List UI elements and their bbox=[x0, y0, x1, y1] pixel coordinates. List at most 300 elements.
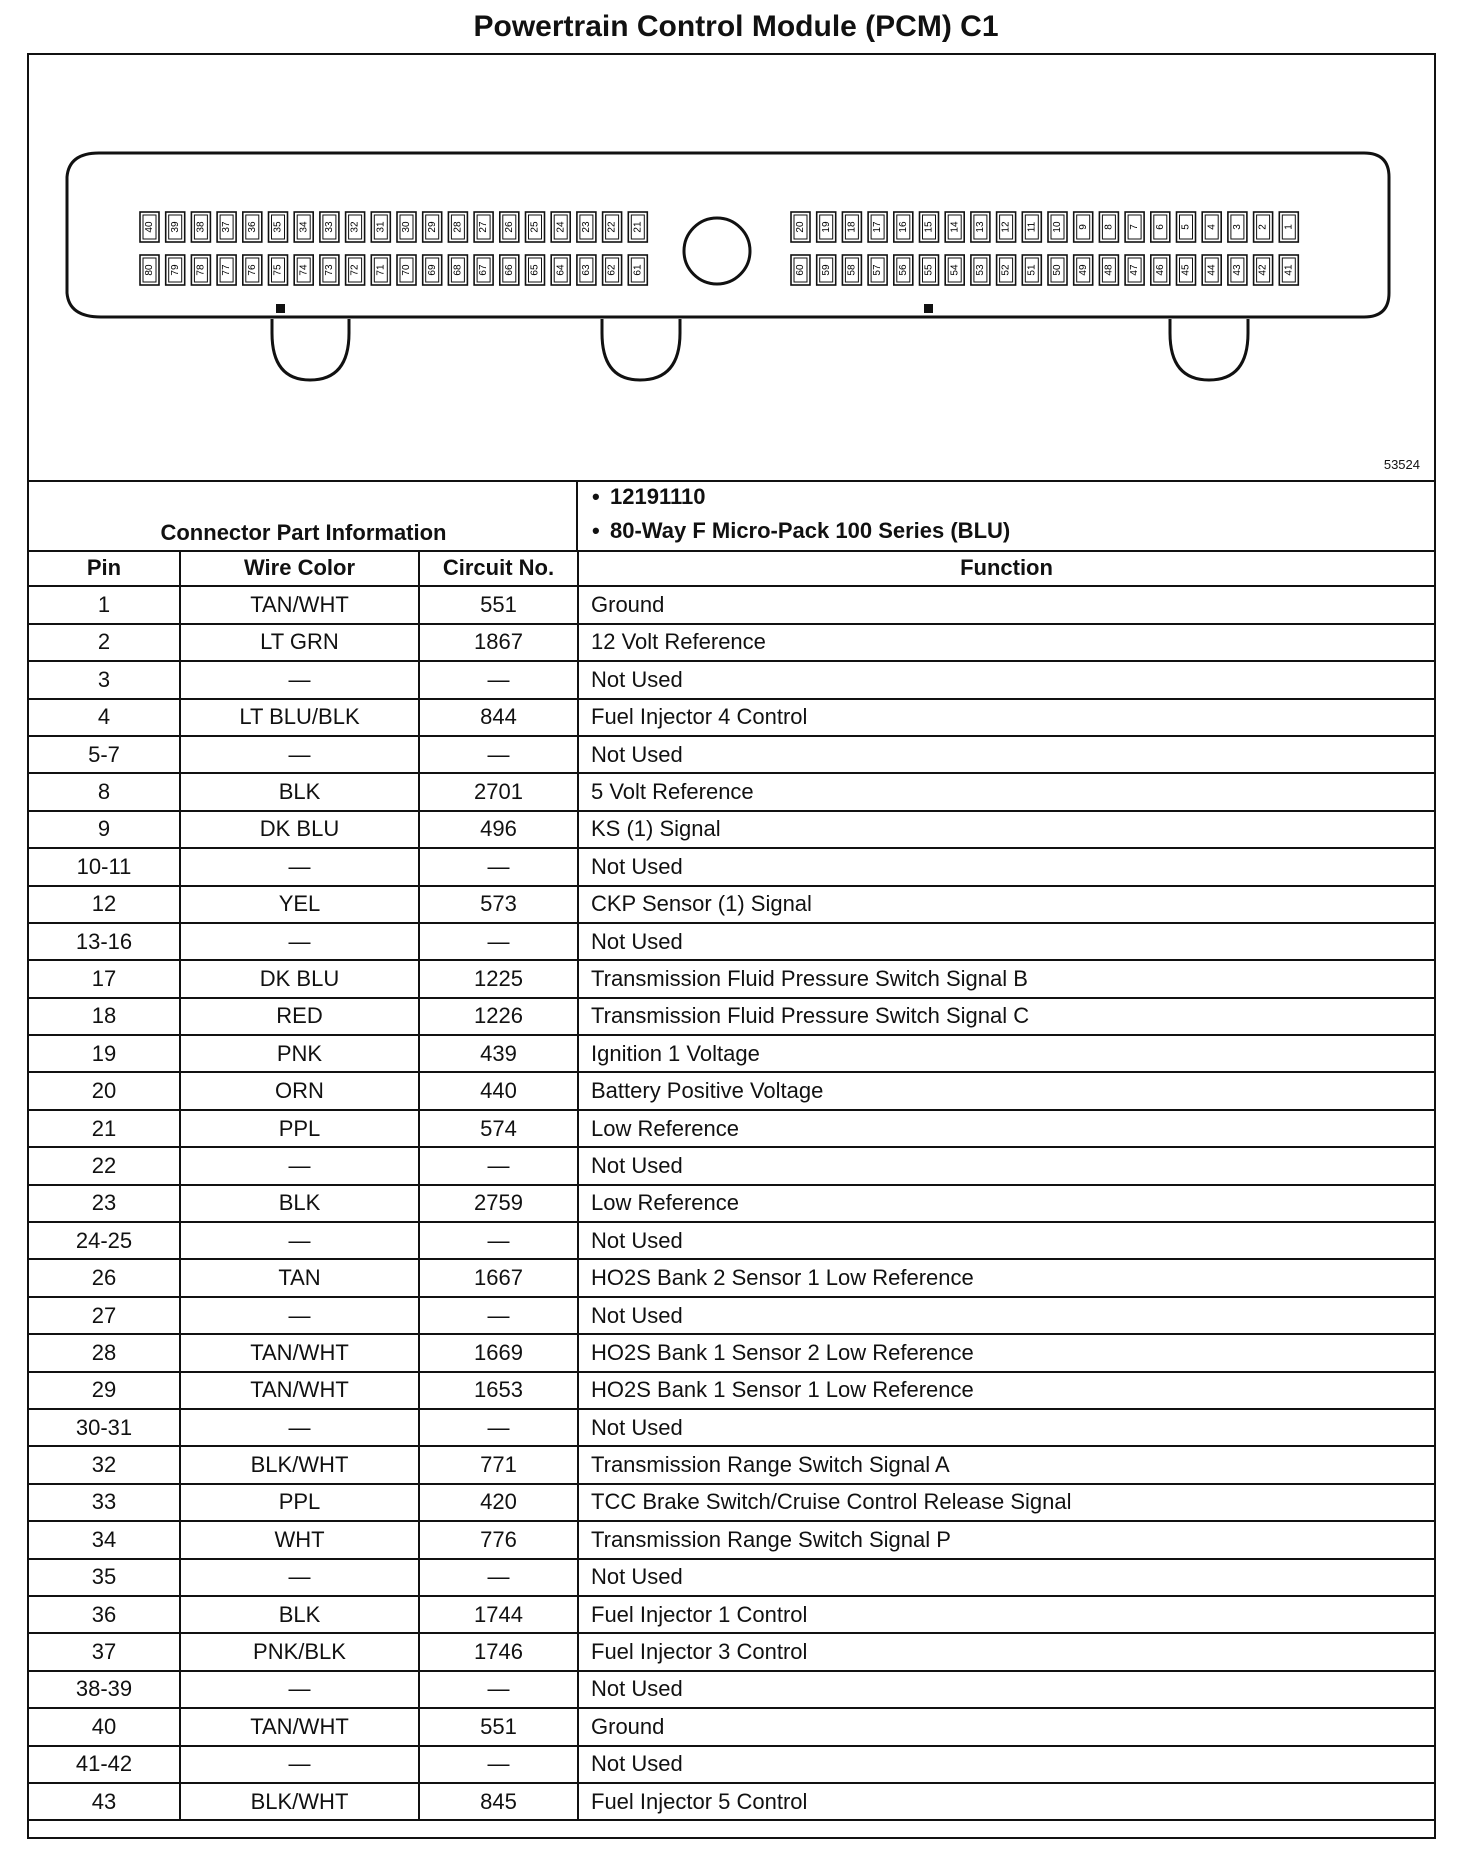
table-row bbox=[29, 586, 1434, 623]
pin-cell: 26 bbox=[29, 1259, 180, 1296]
table-row bbox=[29, 811, 1434, 848]
pin-number-label: 12 bbox=[1000, 221, 1012, 233]
pin-number-label: 56 bbox=[897, 264, 909, 276]
pin-number-label: 60 bbox=[795, 264, 807, 276]
wire-color-cell: ORN bbox=[180, 1072, 419, 1109]
pin-cell: 36 bbox=[29, 1596, 180, 1633]
wire-color-cell: — bbox=[180, 1297, 419, 1334]
wire-color-cell: BLK bbox=[180, 1185, 419, 1222]
function-cell: Not Used bbox=[578, 923, 1434, 960]
circuit-no-cell: 2759 bbox=[419, 1185, 578, 1222]
function-cell: TCC Brake Switch/Cruise Control Release Signal bbox=[578, 1484, 1434, 1521]
pin-cell: 23 bbox=[29, 1185, 180, 1222]
pin-number-label: 74 bbox=[298, 264, 310, 276]
pin-cell: 8 bbox=[29, 773, 180, 810]
connector-drawing bbox=[29, 55, 1434, 480]
pin-cavity bbox=[1254, 255, 1273, 285]
table-row bbox=[29, 886, 1434, 923]
wire-color-cell: — bbox=[180, 848, 419, 885]
pin-cell: 17 bbox=[29, 960, 180, 997]
table-row bbox=[29, 624, 1434, 661]
pin-cavity bbox=[320, 212, 339, 242]
pin-cavity bbox=[448, 255, 467, 285]
table-row bbox=[29, 1222, 1434, 1259]
pin-cavity bbox=[448, 212, 467, 242]
pin-number-label: 42 bbox=[1257, 264, 1269, 276]
pin-number-label: 21 bbox=[632, 221, 644, 233]
pin-number-label: 67 bbox=[478, 264, 490, 276]
pin-cell: 9 bbox=[29, 811, 180, 848]
pinout-table bbox=[29, 550, 1434, 1821]
pin-cavity bbox=[500, 255, 519, 285]
wire-color-cell: — bbox=[180, 1559, 419, 1596]
pin-cavity bbox=[1177, 212, 1196, 242]
pin-number-label: 71 bbox=[375, 264, 387, 276]
pin-cell: 27 bbox=[29, 1297, 180, 1334]
circuit-no-cell: 573 bbox=[419, 886, 578, 923]
header-wire-color: Wire Color bbox=[180, 550, 419, 586]
function-cell: Low Reference bbox=[578, 1110, 1434, 1147]
circuit-no-cell: 496 bbox=[419, 811, 578, 848]
pin-cavity bbox=[397, 255, 416, 285]
pin-cell: 20 bbox=[29, 1072, 180, 1109]
function-cell: Ground bbox=[578, 1708, 1434, 1745]
wire-color-cell: — bbox=[180, 736, 419, 773]
pin-cavity bbox=[791, 255, 810, 285]
wire-color-cell: WHT bbox=[180, 1521, 419, 1558]
pin-cavity bbox=[474, 255, 493, 285]
pin-row-bottom-left bbox=[140, 255, 647, 285]
function-cell: HO2S Bank 2 Sensor 1 Low Reference bbox=[578, 1259, 1434, 1296]
pin-cell: 4 bbox=[29, 699, 180, 736]
pin-number-label: 66 bbox=[503, 264, 515, 276]
function-cell: Not Used bbox=[578, 1409, 1434, 1446]
function-cell: 12 Volt Reference bbox=[578, 624, 1434, 661]
circuit-no-cell: 574 bbox=[419, 1110, 578, 1147]
pin-number-label: 51 bbox=[1026, 264, 1038, 276]
function-cell: Fuel Injector 5 Control bbox=[578, 1783, 1434, 1820]
pin-cavity bbox=[817, 212, 836, 242]
function-cell: Transmission Range Switch Signal P bbox=[578, 1521, 1434, 1558]
pin-number-label: 6 bbox=[1154, 224, 1166, 230]
pin-cell: 22 bbox=[29, 1147, 180, 1184]
table-row bbox=[29, 1259, 1434, 1296]
pin-number-label: 27 bbox=[478, 221, 490, 233]
function-cell: Not Used bbox=[578, 1147, 1434, 1184]
table-row bbox=[29, 923, 1434, 960]
table-row bbox=[29, 1035, 1434, 1072]
wire-color-cell: PNK/BLK bbox=[180, 1633, 419, 1670]
wire-color-cell: PPL bbox=[180, 1484, 419, 1521]
pin-cavity bbox=[140, 212, 159, 242]
wire-color-cell: TAN bbox=[180, 1259, 419, 1296]
function-cell: Not Used bbox=[578, 1559, 1434, 1596]
pin-cell: 1 bbox=[29, 586, 180, 623]
pin-cell: 21 bbox=[29, 1110, 180, 1147]
table-row bbox=[29, 998, 1434, 1035]
circuit-no-cell: 440 bbox=[419, 1072, 578, 1109]
pin-number-label: 33 bbox=[324, 221, 336, 233]
pin-cavity bbox=[1228, 255, 1247, 285]
pin-cell: 18 bbox=[29, 998, 180, 1035]
pin-number-label: 28 bbox=[452, 221, 464, 233]
pin-cavity bbox=[243, 212, 262, 242]
pin-cell: 24-25 bbox=[29, 1222, 180, 1259]
header-function: Function bbox=[578, 550, 1434, 586]
pin-cavity bbox=[294, 255, 313, 285]
wire-color-cell: RED bbox=[180, 998, 419, 1035]
table-row bbox=[29, 1708, 1434, 1745]
pin-cavity bbox=[269, 212, 288, 242]
pin-cavity bbox=[474, 212, 493, 242]
alignment-hole bbox=[684, 218, 750, 284]
wire-color-cell: — bbox=[180, 1147, 419, 1184]
pin-number-label: 54 bbox=[949, 264, 961, 276]
function-cell: 5 Volt Reference bbox=[578, 773, 1434, 810]
pin-number-label: 13 bbox=[975, 221, 987, 233]
table-row bbox=[29, 1783, 1434, 1820]
function-cell: Not Used bbox=[578, 848, 1434, 885]
pin-cell: 2 bbox=[29, 624, 180, 661]
pin-cell: 29 bbox=[29, 1372, 180, 1409]
pin-number-label: 1 bbox=[1283, 224, 1295, 230]
pin-number-label: 58 bbox=[846, 264, 858, 276]
wire-color-cell: — bbox=[180, 1671, 419, 1708]
circuit-no-cell: — bbox=[419, 848, 578, 885]
pin-number-label: 49 bbox=[1077, 264, 1089, 276]
circuit-no-cell: — bbox=[419, 923, 578, 960]
pin-number-label: 75 bbox=[272, 264, 284, 276]
pin-number-label: 46 bbox=[1154, 264, 1166, 276]
circuit-no-cell: 844 bbox=[419, 699, 578, 736]
pin-cavity bbox=[1202, 212, 1221, 242]
pin-cell: 32 bbox=[29, 1446, 180, 1483]
function-cell: Not Used bbox=[578, 1222, 1434, 1259]
pin-cavity bbox=[526, 212, 545, 242]
circuit-no-cell: 1867 bbox=[419, 624, 578, 661]
table-row bbox=[29, 1484, 1434, 1521]
circuit-no-cell: 1225 bbox=[419, 960, 578, 997]
pin-number-label: 24 bbox=[555, 221, 567, 233]
connector-part-information bbox=[29, 480, 1434, 552]
pin-cavity bbox=[577, 255, 596, 285]
circuit-no-cell: — bbox=[419, 1559, 578, 1596]
pin-cavity bbox=[397, 212, 416, 242]
pin-number-label: 50 bbox=[1052, 264, 1064, 276]
table-row bbox=[29, 736, 1434, 773]
pin-cavity bbox=[842, 212, 861, 242]
pin-number-label: 19 bbox=[820, 221, 832, 233]
pin-cell: 3 bbox=[29, 661, 180, 698]
connector-part-number: • 12191110 bbox=[610, 484, 705, 510]
pin-cavity bbox=[423, 255, 442, 285]
wire-color-cell: LT GRN bbox=[180, 624, 419, 661]
function-cell: Not Used bbox=[578, 736, 1434, 773]
pin-number-label: 47 bbox=[1129, 264, 1141, 276]
connector-info-label-cell bbox=[29, 480, 578, 550]
pin-cavity bbox=[791, 212, 810, 242]
pin-cavity bbox=[603, 255, 622, 285]
pin-cavity bbox=[920, 255, 939, 285]
pin-marker-right bbox=[924, 304, 933, 313]
pin-number-label: 57 bbox=[872, 264, 884, 276]
pin-number-label: 29 bbox=[426, 221, 438, 233]
function-cell: Low Reference bbox=[578, 1185, 1434, 1222]
wire-color-cell: TAN/WHT bbox=[180, 1708, 419, 1745]
table-row bbox=[29, 1110, 1434, 1147]
wire-color-cell: PNK bbox=[180, 1035, 419, 1072]
pin-cavity bbox=[269, 255, 288, 285]
pin-number-label: 76 bbox=[246, 264, 258, 276]
pin-cavity bbox=[577, 212, 596, 242]
table-row bbox=[29, 1409, 1434, 1446]
wire-color-cell: BLK bbox=[180, 773, 419, 810]
pin-cell: 30-31 bbox=[29, 1409, 180, 1446]
pin-cavity bbox=[1048, 255, 1067, 285]
connector-description: • 80-Way F Micro-Pack 100 Series (BLU) bbox=[610, 518, 1010, 544]
circuit-no-cell: 1226 bbox=[419, 998, 578, 1035]
pin-cell: 43 bbox=[29, 1783, 180, 1820]
pin-cavity bbox=[526, 255, 545, 285]
wire-color-cell: — bbox=[180, 1222, 419, 1259]
circuit-no-cell: 1746 bbox=[419, 1633, 578, 1670]
pin-cavity bbox=[1279, 212, 1298, 242]
pin-cell: 37 bbox=[29, 1633, 180, 1670]
wire-color-cell: — bbox=[180, 1409, 419, 1446]
pin-cavity bbox=[423, 212, 442, 242]
pin-number-label: 34 bbox=[298, 221, 310, 233]
pin-cell: 38-39 bbox=[29, 1671, 180, 1708]
circuit-no-cell: 1653 bbox=[419, 1372, 578, 1409]
pin-cavity bbox=[140, 255, 159, 285]
pin-number-label: 26 bbox=[503, 221, 515, 233]
pin-cavity bbox=[346, 212, 365, 242]
pin-number-label: 5 bbox=[1180, 224, 1192, 230]
table-row bbox=[29, 1334, 1434, 1371]
pin-number-label: 39 bbox=[169, 221, 181, 233]
table-row bbox=[29, 1521, 1434, 1558]
function-cell: HO2S Bank 1 Sensor 1 Low Reference bbox=[578, 1372, 1434, 1409]
wire-color-cell: PPL bbox=[180, 1110, 419, 1147]
function-cell: Not Used bbox=[578, 1746, 1434, 1783]
pin-cavity bbox=[628, 255, 647, 285]
page-title: Powertrain Control Module (PCM) C1 bbox=[473, 10, 999, 43]
pin-number-label: 62 bbox=[606, 264, 618, 276]
function-cell: Not Used bbox=[578, 1297, 1434, 1334]
circuit-no-cell: — bbox=[419, 661, 578, 698]
wire-color-cell: — bbox=[180, 1746, 419, 1783]
function-cell: Fuel Injector 4 Control bbox=[578, 699, 1434, 736]
pin-number-label: 17 bbox=[872, 221, 884, 233]
pin-number-label: 41 bbox=[1283, 264, 1295, 276]
pin-cavity bbox=[500, 212, 519, 242]
pin-number-label: 20 bbox=[795, 221, 807, 233]
pin-number-label: 15 bbox=[923, 221, 935, 233]
pin-number-label: 59 bbox=[820, 264, 832, 276]
pin-cavity bbox=[551, 255, 570, 285]
function-cell: Transmission Fluid Pressure Switch Signal B bbox=[578, 960, 1434, 997]
pin-number-label: 70 bbox=[401, 264, 413, 276]
pin-cavity bbox=[1151, 212, 1170, 242]
pin-cavity bbox=[551, 212, 570, 242]
pin-number-label: 25 bbox=[529, 221, 541, 233]
pin-cell: 5-7 bbox=[29, 736, 180, 773]
pin-cavity bbox=[894, 212, 913, 242]
pin-number-label: 10 bbox=[1052, 221, 1064, 233]
pin-cell: 33 bbox=[29, 1484, 180, 1521]
pin-cell: 35 bbox=[29, 1559, 180, 1596]
pin-cavity bbox=[997, 212, 1016, 242]
latch-tab-right bbox=[1170, 319, 1248, 380]
pin-number-label: 31 bbox=[375, 221, 387, 233]
function-cell: Transmission Fluid Pressure Switch Signal C bbox=[578, 998, 1434, 1035]
pin-cavity bbox=[191, 255, 210, 285]
pin-number-label: 64 bbox=[555, 264, 567, 276]
pin-cavity bbox=[166, 255, 185, 285]
pin-cell: 13-16 bbox=[29, 923, 180, 960]
pin-number-label: 61 bbox=[632, 264, 644, 276]
pin-number-label: 9 bbox=[1077, 224, 1089, 230]
function-cell: Fuel Injector 3 Control bbox=[578, 1633, 1434, 1670]
function-cell: KS (1) Signal bbox=[578, 811, 1434, 848]
pin-number-label: 45 bbox=[1180, 264, 1192, 276]
pin-cavity bbox=[217, 212, 236, 242]
pin-cavity bbox=[1022, 212, 1041, 242]
pin-number-label: 79 bbox=[169, 264, 181, 276]
pin-number-label: 32 bbox=[349, 221, 361, 233]
pin-cavity bbox=[1048, 212, 1067, 242]
pin-number-label: 16 bbox=[897, 221, 909, 233]
wire-color-cell: YEL bbox=[180, 886, 419, 923]
table-row bbox=[29, 1147, 1434, 1184]
circuit-no-cell: — bbox=[419, 1147, 578, 1184]
circuit-no-cell: 1669 bbox=[419, 1334, 578, 1371]
pin-number-label: 23 bbox=[581, 221, 593, 233]
pin-number-label: 36 bbox=[246, 221, 258, 233]
latch-tab-left bbox=[272, 319, 349, 380]
pin-cavity bbox=[1074, 255, 1093, 285]
pin-number-label: 80 bbox=[144, 264, 156, 276]
pin-number-label: 14 bbox=[949, 221, 961, 233]
pin-number-label: 69 bbox=[426, 264, 438, 276]
pin-cavity bbox=[1177, 255, 1196, 285]
pin-cavity bbox=[371, 255, 390, 285]
table-row bbox=[29, 1185, 1434, 1222]
circuit-no-cell: 551 bbox=[419, 586, 578, 623]
pin-number-label: 7 bbox=[1129, 224, 1141, 230]
circuit-no-cell: — bbox=[419, 1297, 578, 1334]
pin-cavity bbox=[243, 255, 262, 285]
pin-cavity bbox=[320, 255, 339, 285]
pin-row-bottom-right bbox=[791, 255, 1298, 285]
table-row bbox=[29, 773, 1434, 810]
pin-cavity bbox=[971, 255, 990, 285]
circuit-no-cell: — bbox=[419, 1746, 578, 1783]
circuit-no-cell: 845 bbox=[419, 1783, 578, 1820]
pin-number-label: 3 bbox=[1232, 224, 1244, 230]
pin-cavity bbox=[346, 255, 365, 285]
pin-cavity bbox=[1202, 255, 1221, 285]
pin-cavity bbox=[997, 255, 1016, 285]
pin-row-top-left bbox=[140, 212, 647, 242]
wire-color-cell: BLK/WHT bbox=[180, 1783, 419, 1820]
pin-number-label: 43 bbox=[1232, 264, 1244, 276]
function-cell: CKP Sensor (1) Signal bbox=[578, 886, 1434, 923]
pin-cavity bbox=[628, 212, 647, 242]
wire-color-cell: BLK/WHT bbox=[180, 1446, 419, 1483]
circuit-no-cell: — bbox=[419, 736, 578, 773]
circuit-no-cell: — bbox=[419, 1671, 578, 1708]
table-header-row bbox=[29, 550, 1434, 586]
pin-row-top-right bbox=[791, 212, 1298, 242]
table-row bbox=[29, 1446, 1434, 1483]
circuit-no-cell: 551 bbox=[419, 1708, 578, 1745]
table-row bbox=[29, 848, 1434, 885]
pin-cavity bbox=[603, 212, 622, 242]
pin-cavity bbox=[1151, 255, 1170, 285]
pin-cavity bbox=[945, 212, 964, 242]
pin-cavity bbox=[920, 212, 939, 242]
header-pin: Pin bbox=[29, 550, 180, 586]
table-row bbox=[29, 1297, 1434, 1334]
pin-cavity bbox=[971, 212, 990, 242]
pin-number-label: 11 bbox=[1026, 221, 1038, 233]
table-row bbox=[29, 1372, 1434, 1409]
connector-info-details bbox=[578, 480, 1434, 550]
pin-number-label: 2 bbox=[1257, 224, 1269, 230]
connector-sheet bbox=[27, 53, 1436, 1839]
pin-cavity bbox=[1254, 212, 1273, 242]
circuit-no-cell: 1667 bbox=[419, 1259, 578, 1296]
wire-color-cell: BLK bbox=[180, 1596, 419, 1633]
connector-info-label: Connector Part Information bbox=[160, 520, 447, 545]
circuit-no-cell: 776 bbox=[419, 1521, 578, 1558]
table-row bbox=[29, 699, 1434, 736]
pin-cavity bbox=[894, 255, 913, 285]
pin-number-label: 55 bbox=[923, 264, 935, 276]
function-cell: Transmission Range Switch Signal A bbox=[578, 1446, 1434, 1483]
pin-number-label: 77 bbox=[221, 264, 233, 276]
pin-number-label: 72 bbox=[349, 264, 361, 276]
pin-number-label: 37 bbox=[221, 221, 233, 233]
pin-cavity bbox=[1228, 212, 1247, 242]
pin-cavity bbox=[817, 255, 836, 285]
wire-color-cell: — bbox=[180, 661, 419, 698]
pin-cavity bbox=[1074, 212, 1093, 242]
pin-number-label: 73 bbox=[324, 264, 336, 276]
wire-color-cell: TAN/WHT bbox=[180, 586, 419, 623]
function-cell: Not Used bbox=[578, 1671, 1434, 1708]
function-cell: Fuel Injector 1 Control bbox=[578, 1596, 1434, 1633]
circuit-no-cell: 2701 bbox=[419, 773, 578, 810]
pin-cell: 10-11 bbox=[29, 848, 180, 885]
connector-diagram bbox=[29, 55, 1434, 482]
figure-number: 53524 bbox=[1383, 457, 1420, 472]
circuit-no-cell: 1744 bbox=[419, 1596, 578, 1633]
pin-number-label: 44 bbox=[1206, 264, 1218, 276]
pin-number-label: 8 bbox=[1103, 224, 1115, 230]
pin-number-label: 22 bbox=[606, 221, 618, 233]
wire-color-cell: LT BLU/BLK bbox=[180, 699, 419, 736]
pin-number-label: 65 bbox=[529, 264, 541, 276]
table-row bbox=[29, 1596, 1434, 1633]
pin-cavity bbox=[1022, 255, 1041, 285]
pin-cell: 40 bbox=[29, 1708, 180, 1745]
table-row bbox=[29, 1072, 1434, 1109]
pin-number-label: 48 bbox=[1103, 264, 1115, 276]
pin-cavity bbox=[294, 212, 313, 242]
table-row bbox=[29, 1746, 1434, 1783]
